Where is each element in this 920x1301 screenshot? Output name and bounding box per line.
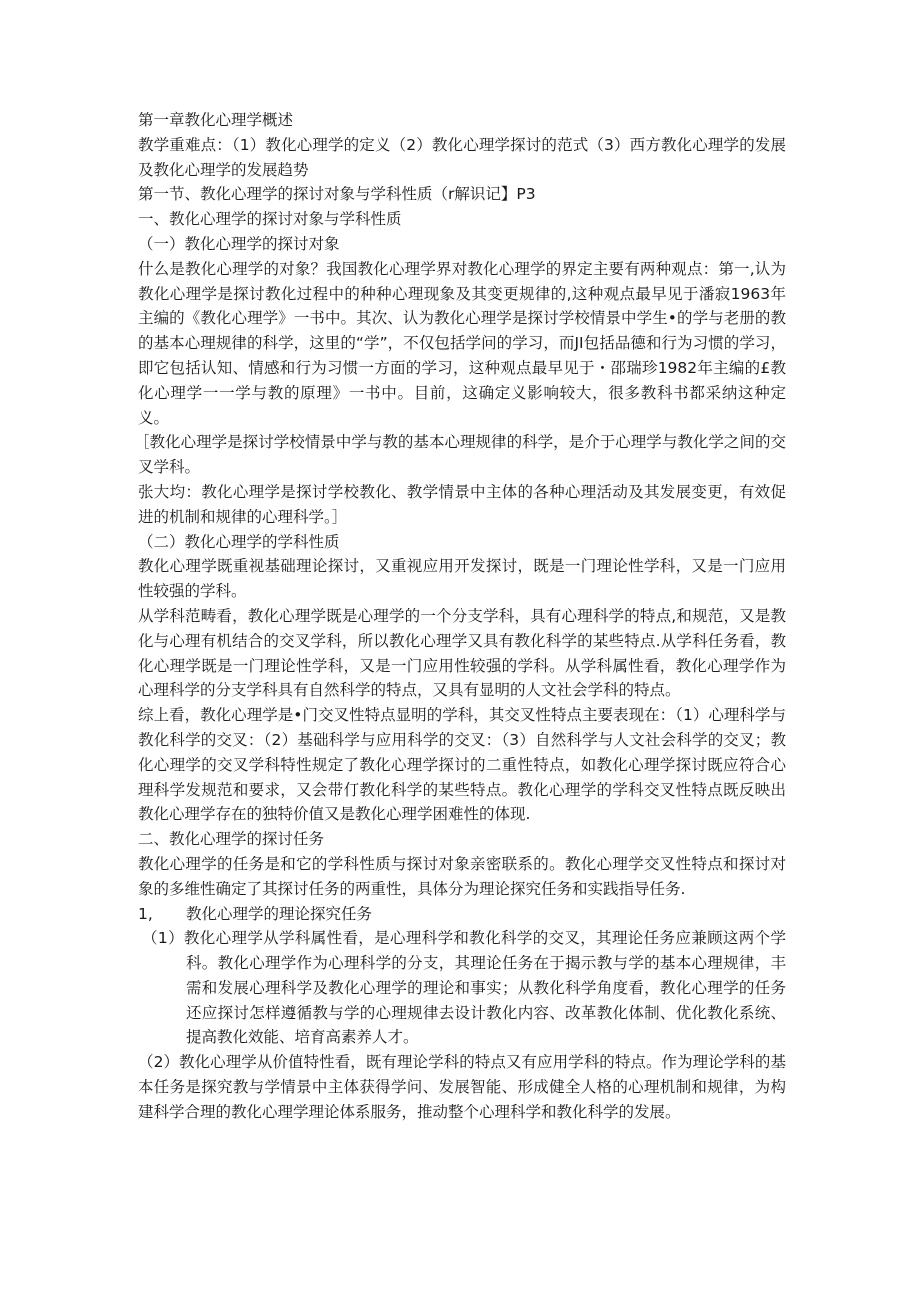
list-item: （2）教化心理学从价值特性看，既有理论学科的特点又有应用学科的特点。作为理论学科的基本任务是探究教与学情景中主体获得学问、发展智能、形成健全人格的心理机制和规律，为构建科学合理的教化心理学理论体系服务，推动整个心理科学和教化科学的发展。 [138,1053,786,1121]
paragraph: 综上看，教化心理学是•门交叉性特点显明的学科，其交叉性特点主要表现在：（1）心理科学与教化科学的交叉：（2）基础科学与应用科学的交叉：（3）自然科学与人文社会科学的交叉；教化心理学的交叉学科特性规定了教化心理学探讨的二重性特点，如教化心理学探讨既应符合心理科学发规范和要求，又会带仃教化科学的某些特点。教化心理学的学科交叉性特点既反映出教化心理学存在的独特价值又是教化心理学困难性的体现. [138,706,786,824]
heading-text: 教化心理学的理论探究任务 [186,904,373,923]
section-title: 第一节、教化心理学的探讨对象与学科性质（r解识记】P3 [138,185,536,204]
paragraph: 什么是教化心理学的对象？我国教化心理学界对教化心理学的界定主要有两种观点：第一,认为教化心理学是探讨教化过程中的种种心理现象及其变更规律的,这种观点最早见于潘寂1963年主编的《教化心理学》一书中。其次、认为教化心理学是探讨学校情景中学生•的学与老册的教的基本心理规律的科学，这里的“学”，不仅包括学问的学习，而JI包括品德和行为习惯的学习，即它包括认知、情感和行为习惯一方面的学习，这种观点最早见于・邵瑞珍1982年主编的£教化心理学一一学与教的原理》一书中。目前，这确定义影响较大，很多教科书都采纳这种定义。 [138,259,786,427]
paragraph: 教化心理学既重视基础理论探讨，又重视应用开发探讨，既是一门理论性学科，又是一门应用性较强的学科。 [138,557,786,601]
numbered-heading [138,902,786,927]
subsection-title: （一）教化心理学的探讨对象 [138,234,340,253]
chapter-title: 第一章教化心理学概述 [138,111,294,129]
quote-paragraph: ［教化心理学是探讨学校情景中学与教的基本心理规律的科学，是介于心理学与教化学之间的交叉学科。 [134,433,786,477]
document-page [134,108,786,1125]
part-title: 一、教化心理学的探讨对象与学科性质 [138,210,402,229]
paragraph: 从学科范畴看，教化心理学既是心理学的一个分支学科，具有心理科学的特点,和规范，又是教化与心理有机结合的交叉学科，所以教化心理学又具有教化科学的某些特点.从学科任务看，教化心理学既是一门理论性学科，又是一门应用性较强的学科。从学科属性看，教化心理学作为心理科学的分支学科具有自然科学的特点，又具有显明的人文社会学科的特点。 [138,606,786,700]
subsection-title: （二）教化心理学的学科性质 [138,532,340,551]
paragraph: 教化心理学的任务是和它的学科性质与探讨对象亲密联系的。教化心理学交叉性特点和探讨对象的多维性确定了其探讨任务的两重性，具体分为理论探究任务和实践指导任务. [138,854,786,898]
key-points: 教学重难点：（1）教化心理学的定义（2）教化心理学探讨的范式（3）西方教化心理学的发展及教化心理学的发展趋势 [138,135,786,179]
quote-paragraph: 张大均：教化心理学是探讨学校教化、教学情景中主体的各种心理活动及其发展变更，有效促进的机制和规律的心理科学。］ [138,482,786,526]
list-item: （1）教化心理学从学科属性看，是心理科学和教化科学的交叉，其理论任务应兼顾这两个学科。教化心理学作为心理科学的分支，其理论任务在于揭示教与学的基本心理规律，丰需和发展心理科学及教化心理学的理论和事实；从教化科学角度看，教化心理学的任务还应探讨怎样遵循教与学的心理规律去设计教化内容、改革教化体制、优化教化系统、提高教化效能、培育高素养人才。 [142,929,786,1047]
part-title: 二、教化心理学的探讨任务 [138,830,325,849]
heading-number: 1, [138,904,153,923]
